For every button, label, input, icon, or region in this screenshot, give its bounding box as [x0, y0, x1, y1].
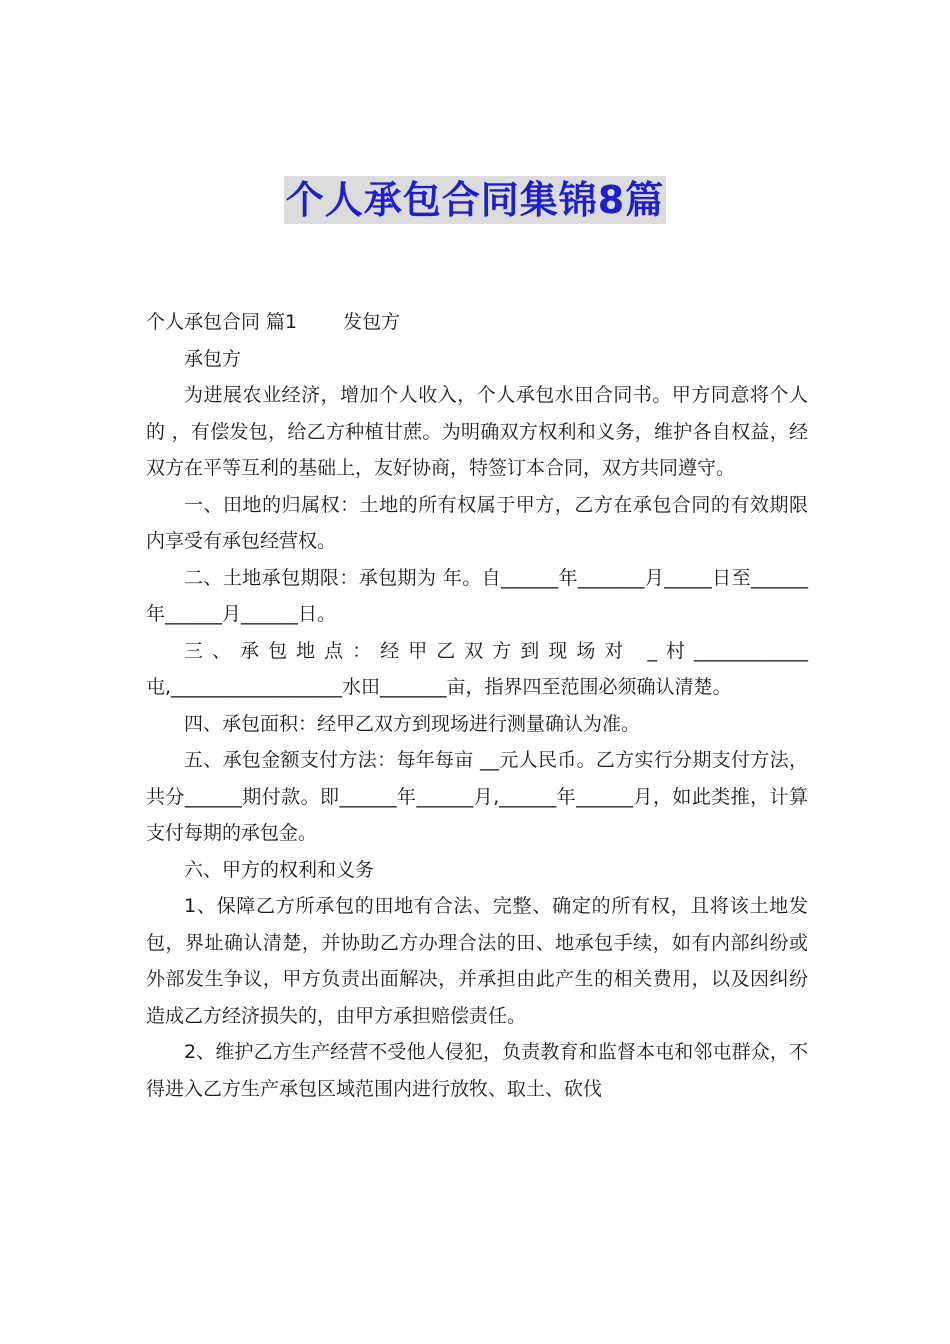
paragraph: 二、土地承包期限：承包期为 年。自______年_______月_____日至______年______月______日。: [146, 566, 808, 625]
paragraph: 为进展农业经济，增加个人收入，个人承包水田合同书。甲方同意将个人的 ，有偿发包，给乙方种植甘蔗。为明确双方权利和义务，维护各自权益，经双方在平等互利的基础上，友好协商，特签订本合同，双方共同遵守。: [146, 384, 808, 479]
paragraph: 五、承包金额支付方法：每年每亩 __元人民币。乙方实行分期支付方法，共分______期付款。即______年______月,______年______月，如此类推，计算支付每期的承包金。: [146, 749, 808, 844]
title-wrap: [0, 176, 950, 224]
paragraph: 三、承包地点：经甲乙双方到现场对 _村____________屯,__________________水田_______亩，指界四至范围必须确认清楚。: [146, 639, 808, 698]
paragraph: 承包方: [184, 347, 242, 370]
section-heading: [146, 304, 808, 341]
paragraph: 六、甲方的权利和义务: [184, 858, 375, 881]
paragraph: 四、承包面积：经甲乙双方到现场进行测量确认为准。: [184, 712, 641, 735]
document-title: 个人承包合同集锦8篇: [285, 178, 665, 222]
document-body: [146, 304, 808, 1107]
section-heading-party: 发包方: [343, 311, 401, 333]
paragraph: 一、田地的归属权：土地的所有权属于甲方，乙方在承包合同的有效期限内享受有承包经营权。: [146, 493, 808, 552]
paragraph: 2、维护乙方生产经营不受他人侵犯，负责教育和监督本屯和邻屯群众，不得进入乙方生产承包区域范围内进行放牧、取土、砍伐: [146, 1041, 808, 1100]
paragraph: 1、保障乙方所承包的田地有合法、完整、确定的所有权，且将该土地发包，界址确认清楚，并协助乙方办理合法的田、地承包手续，如有内部纠纷或外部发生争议，甲方负责出面解决，并承担由此产生的相关费用，以及因纠纷造成乙方经济损失的，由甲方承担赔偿责任。: [146, 895, 808, 1027]
section-heading-title: 个人承包合同 篇1: [146, 311, 298, 333]
